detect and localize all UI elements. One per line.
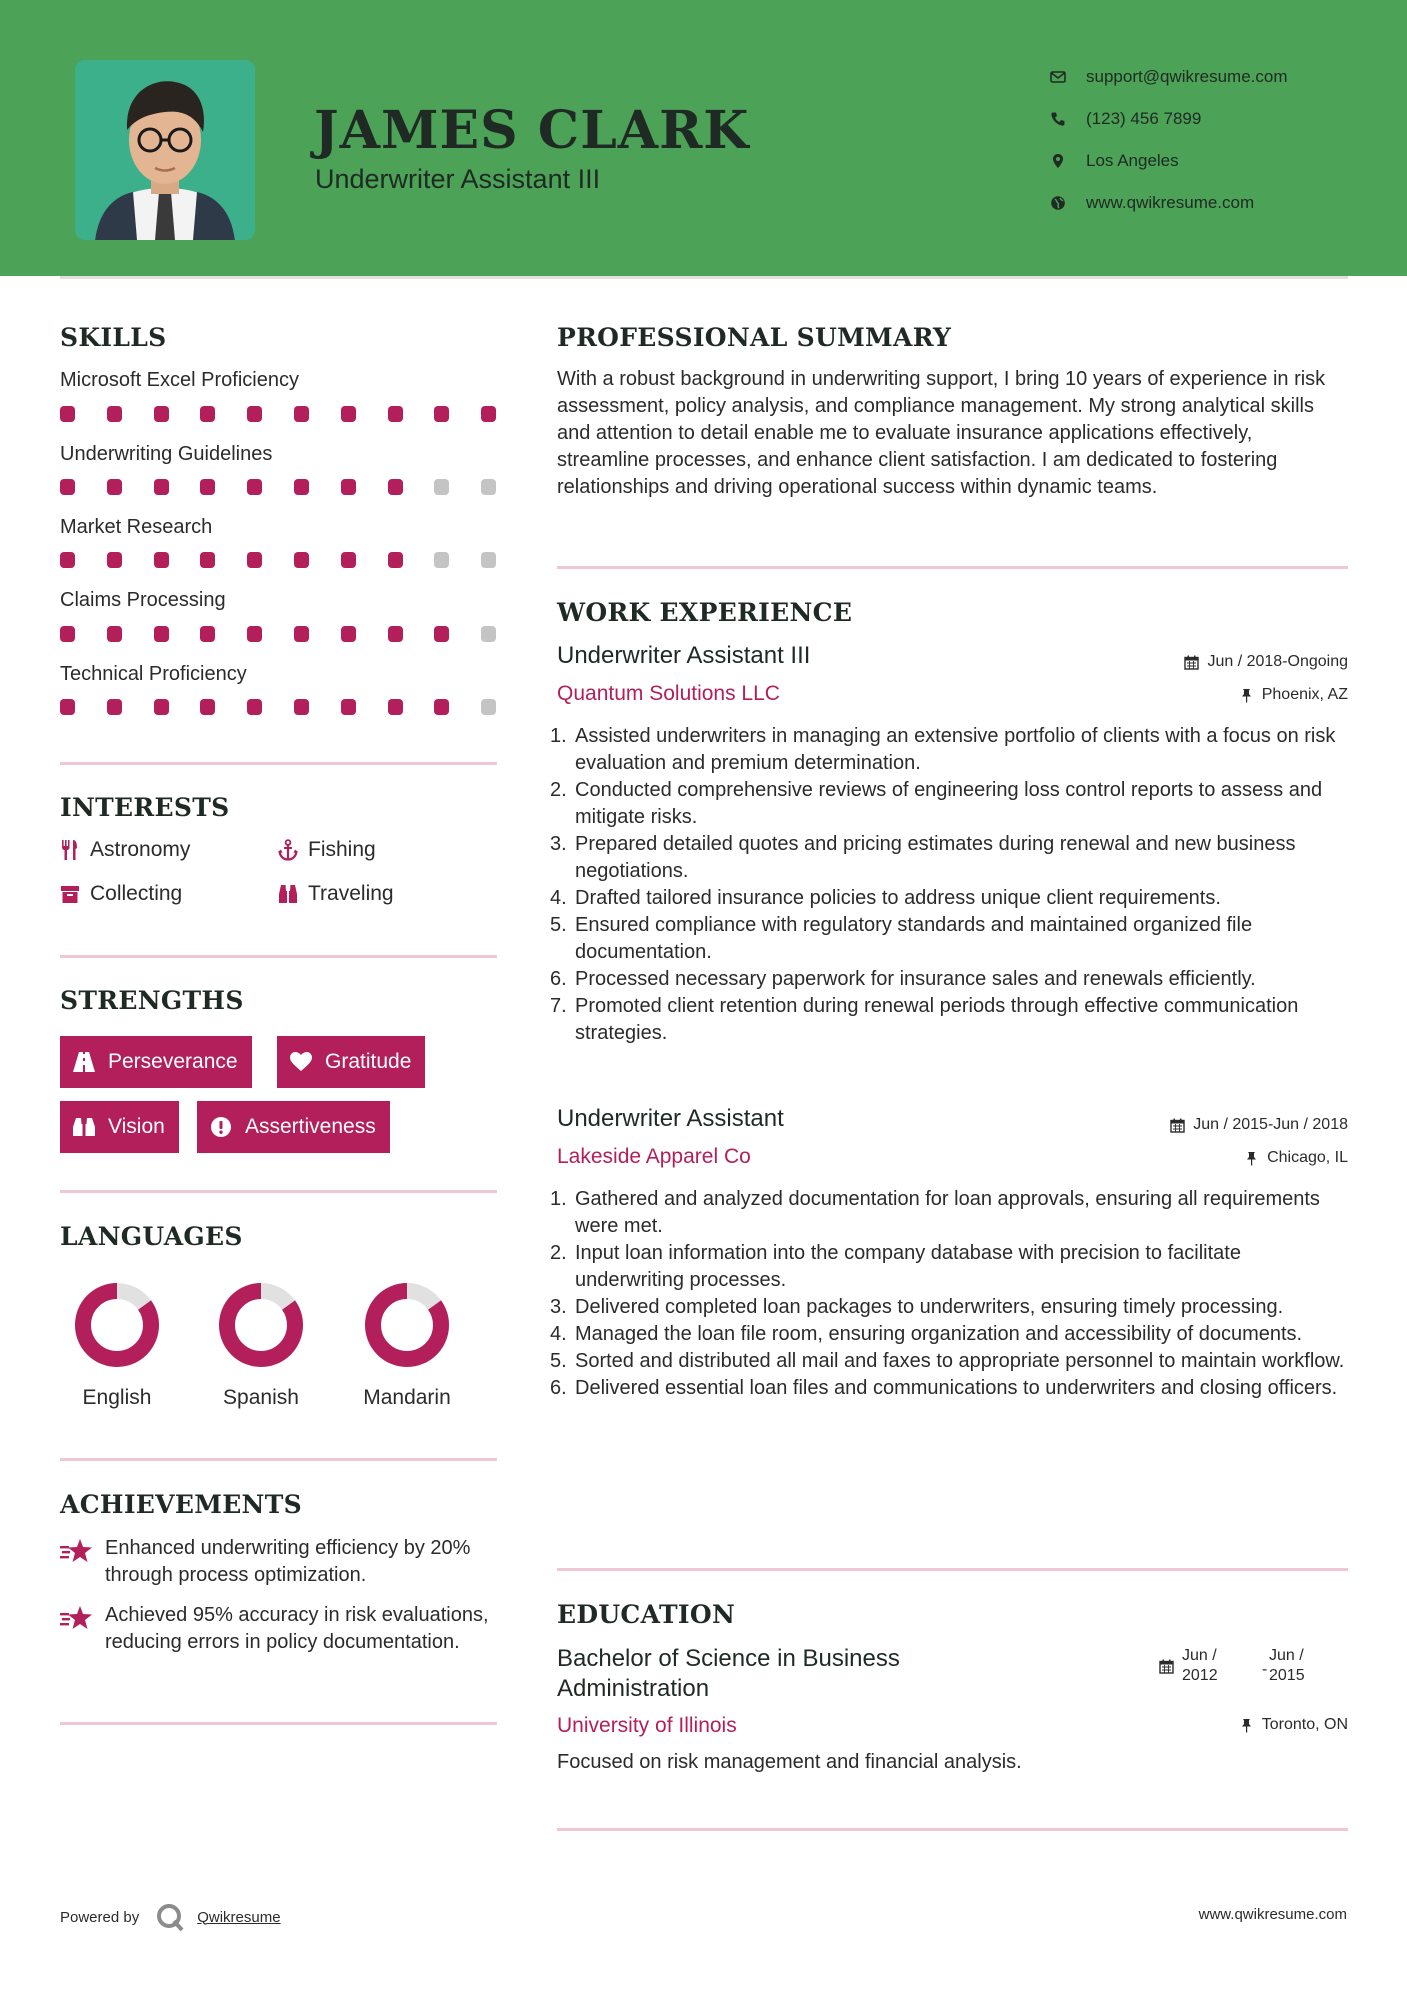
skill-dot-empty — [481, 552, 496, 568]
globe-icon — [1050, 195, 1086, 211]
strength-badge — [60, 1101, 179, 1153]
skill-dot-filled — [294, 552, 309, 568]
duty-item: 5. Sorted and distributed all mail and faxes to appropriate personnel to maintain workflow. — [550, 1350, 1345, 1372]
exclamation-icon — [209, 1116, 233, 1138]
skill-dot-filled — [200, 626, 215, 642]
contact-phone-text: (123) 456 7899 — [1086, 109, 1202, 128]
education-dates — [1159, 1647, 1348, 1691]
skill-rating — [60, 626, 497, 642]
contact-email[interactable] — [1050, 56, 1288, 98]
job-location-text: Phoenix, AZ — [1261, 686, 1348, 703]
interest-label: Traveling — [308, 882, 394, 905]
degree-line: Administration — [557, 1675, 710, 1702]
contact-website-text: www.qwikresume.com — [1086, 193, 1255, 212]
interest-label: Collecting — [90, 882, 183, 905]
skill-dot-filled — [341, 479, 356, 495]
skill-dot-filled — [247, 552, 262, 568]
achievement-item — [60, 1602, 497, 1656]
company-name: Quantum Solutions LLC — [557, 682, 780, 705]
contact-location-text: Los Angeles — [1086, 151, 1179, 170]
skill-dot-filled — [60, 406, 75, 422]
job-location — [1244, 1149, 1348, 1167]
skill-dot-empty — [434, 479, 449, 495]
qwikresume-logo-icon — [155, 1902, 185, 1932]
skill-dot-empty — [434, 552, 449, 568]
skill-name: Microsoft Excel Proficiency — [60, 369, 299, 391]
edu-date-dash: - — [1262, 1661, 1268, 1678]
skill-dot-filled — [247, 699, 262, 715]
skill-dot-filled — [154, 626, 169, 642]
skill-dot-filled — [107, 479, 122, 495]
education-heading: EDUCATION — [557, 1600, 736, 1629]
job-date — [1184, 653, 1348, 671]
duty-item: 1. Gathered and analyzed documentation for loan approvals, ensuring all requirements were met. — [550, 1188, 1320, 1237]
skill-dot-filled — [247, 406, 262, 422]
resume-header — [0, 0, 1407, 276]
binoculars-icon — [278, 883, 298, 905]
skill-dot-filled — [200, 699, 215, 715]
anchor-icon — [278, 839, 298, 861]
experience-heading: WORK EXPERIENCE — [557, 598, 853, 627]
education-location — [1239, 1716, 1348, 1734]
section-divider — [60, 1722, 497, 1725]
skill-name: Market Research — [60, 516, 213, 538]
candidate-role: Underwriter Assistant III — [315, 164, 601, 194]
skill-dot-filled — [154, 479, 169, 495]
company-name: Lakeside Apparel Co — [557, 1145, 751, 1168]
language-ring — [216, 1280, 306, 1370]
section-divider — [557, 1568, 1348, 1571]
skill-dot-filled — [154, 552, 169, 568]
achievements-heading: ACHIEVEMENTS — [60, 1490, 302, 1519]
duty-item: 4. Drafted tailored insurance policies to address unique client requirements. — [550, 887, 1221, 909]
duty-item: 2. Conducted comprehensive reviews of engineering loss control reports to assess and mitigate risks. — [550, 779, 1323, 828]
edu-end-year: 2015 — [1269, 1667, 1305, 1684]
job-title: Underwriter Assistant III — [557, 642, 811, 669]
duty-item: 3. Prepared detailed quotes and pricing estimates during renewal and new business negotiations. — [550, 833, 1296, 882]
cutlery-icon — [60, 839, 80, 861]
skill-rating — [60, 552, 497, 568]
section-divider — [60, 1458, 497, 1461]
section-divider — [60, 1190, 497, 1193]
skill-dot-filled — [294, 699, 309, 715]
duty-item: 7. Promoted client retention during renewal periods through effective communication strategies. — [550, 995, 1299, 1044]
job-duties — [550, 723, 1348, 1047]
languages-heading: LANGUAGES — [60, 1222, 243, 1251]
job-location-text: Chicago, IL — [1267, 1149, 1348, 1166]
strength-label: Gratitude — [325, 1050, 412, 1073]
skill-dot-filled — [294, 626, 309, 642]
contact-list — [1050, 56, 1288, 224]
skill-dot-filled — [294, 406, 309, 422]
road-icon — [72, 1051, 96, 1073]
contact-phone[interactable] — [1050, 98, 1288, 140]
calendar-icon — [1184, 655, 1199, 670]
interest-item — [60, 838, 190, 862]
envelope-icon — [1050, 69, 1086, 85]
duty-item: 6. Delivered essential loan files and communications to underwriters and closing officers. — [550, 1377, 1338, 1399]
job-title: Underwriter Assistant — [557, 1105, 784, 1132]
achievement-text: Enhanced underwriting efficiency by 20% through process optimization. — [105, 1537, 471, 1586]
language-item — [352, 1280, 462, 1410]
summary-heading: PROFESSIONAL SUMMARY — [557, 323, 952, 352]
language-ring — [72, 1280, 162, 1370]
powered-by-label: Powered by — [60, 1908, 140, 1926]
strength-label: Vision — [108, 1115, 165, 1138]
skill-rating — [60, 699, 497, 715]
skill-dot-filled — [200, 552, 215, 568]
strength-badge — [197, 1101, 390, 1153]
interest-item — [278, 838, 376, 862]
binoculars-icon — [72, 1116, 96, 1138]
job-date-text: Jun / 2015-Jun / 2018 — [1193, 1116, 1348, 1133]
skill-name: Technical Proficiency — [60, 663, 247, 685]
skill-dot-filled — [200, 479, 215, 495]
footer-branding — [60, 1902, 281, 1932]
contact-location — [1050, 140, 1288, 182]
skill-dot-empty — [481, 479, 496, 495]
summary-text: With a robust background in underwriting support, I bring 10 years of experience in risk assessment, policy analysis, and compliance management. My strong analytical skills and attention to detail enable me to evaluate insurance applications effectively, streamline processes, and enhance client satisfaction. I am dedicated to fostering relationships and driving operational success within dynamic teams. — [557, 368, 1326, 498]
header-divider — [60, 276, 1348, 279]
achievement-text: Achieved 95% accuracy in risk evaluations, reducing errors in policy documentation. — [105, 1604, 489, 1653]
star-icon — [60, 1537, 94, 1565]
skill-dot-empty — [481, 699, 496, 715]
skill-dot-filled — [341, 552, 356, 568]
strength-label: Assertiveness — [245, 1115, 376, 1138]
profile-photo — [75, 60, 255, 240]
skill-dot-filled — [60, 479, 75, 495]
job-date-text: Jun / 2018-Ongoing — [1207, 653, 1348, 670]
edu-end-month: Jun / — [1269, 1647, 1304, 1664]
star-icon — [60, 1604, 94, 1632]
skill-dot-filled — [388, 552, 403, 568]
section-divider — [557, 566, 1348, 569]
footer-url[interactable]: www.qwikresume.com — [1198, 1906, 1347, 1923]
skill-rating — [60, 479, 497, 495]
heart-icon — [289, 1051, 313, 1073]
achievement-item — [60, 1535, 497, 1589]
duty-item: 1. Assisted underwriters in managing an extensive portfolio of clients with a focus on risk evaluation and premium determination. — [550, 725, 1336, 774]
job-duties — [550, 1186, 1348, 1402]
section-divider — [60, 955, 497, 958]
section-divider — [60, 762, 497, 765]
skill-dot-empty — [481, 626, 496, 642]
archive-icon — [60, 883, 80, 905]
skill-dot-filled — [294, 479, 309, 495]
skill-dot-filled — [107, 699, 122, 715]
edu-start-month: Jun / — [1182, 1647, 1217, 1664]
skill-dot-filled — [107, 626, 122, 642]
pushpin-icon — [1239, 1718, 1254, 1733]
edu-start-year: 2012 — [1182, 1667, 1218, 1684]
skill-dot-filled — [434, 406, 449, 422]
skill-dot-filled — [247, 626, 262, 642]
brand-link[interactable]: Qwikresume — [197, 1908, 281, 1926]
skill-dot-filled — [341, 699, 356, 715]
skill-name: Claims Processing — [60, 589, 226, 611]
skill-dot-filled — [388, 699, 403, 715]
interest-item — [60, 882, 182, 906]
skill-dot-filled — [388, 626, 403, 642]
skill-rating — [60, 406, 497, 422]
skill-dot-filled — [154, 699, 169, 715]
interests-heading: INTERESTS — [60, 793, 230, 822]
language-item — [62, 1280, 172, 1410]
language-item — [206, 1280, 316, 1410]
skill-dot-filled — [154, 406, 169, 422]
skill-dot-filled — [60, 626, 75, 642]
skill-dot-filled — [341, 626, 356, 642]
skill-dot-filled — [107, 552, 122, 568]
phone-icon — [1050, 111, 1086, 127]
skill-dot-filled — [107, 406, 122, 422]
language-label: English — [82, 1386, 152, 1409]
job-date — [1170, 1116, 1348, 1134]
interest-label: Fishing — [308, 838, 376, 861]
calendar-icon — [1170, 1118, 1185, 1133]
interest-item — [278, 882, 394, 906]
language-label: Spanish — [223, 1386, 299, 1409]
skill-name: Underwriting Guidelines — [60, 443, 273, 465]
strengths-heading: STRENGTHS — [60, 986, 244, 1015]
skill-dot-filled — [60, 552, 75, 568]
duty-item: 4. Managed the loan file room, ensuring organization and accessibility of documents. — [550, 1323, 1303, 1345]
contact-website[interactable] — [1050, 182, 1288, 224]
job-location — [1239, 686, 1348, 704]
school-name: University of Illinois — [557, 1714, 737, 1737]
candidate-name: JAMES CLARK — [314, 100, 750, 161]
duty-item: 5. Ensured compliance with regulatory standards and maintained organized file documentation. — [550, 914, 1253, 963]
map-pin-icon — [1050, 153, 1086, 169]
skills-heading: SKILLS — [60, 323, 167, 352]
skill-dot-filled — [481, 406, 496, 422]
skill-dot-filled — [200, 406, 215, 422]
pushpin-icon — [1244, 1151, 1259, 1166]
duty-item: 2. Input loan information into the company database with precision to facilitate underwriting processes. — [550, 1242, 1241, 1291]
skill-dot-filled — [247, 479, 262, 495]
education-description: Focused on risk management and financial analysis. — [557, 1751, 1022, 1773]
skill-dot-filled — [60, 699, 75, 715]
strength-badge — [60, 1036, 252, 1088]
pushpin-icon — [1239, 688, 1254, 703]
education-location-text: Toronto, ON — [1261, 1716, 1348, 1733]
skill-dot-filled — [341, 406, 356, 422]
section-divider — [557, 1828, 1348, 1831]
contact-email-text: support@qwikresume.com — [1086, 67, 1288, 86]
duty-item: 3. Delivered completed loan packages to underwriters, ensuring timely processing. — [550, 1296, 1284, 1318]
skill-dot-filled — [434, 699, 449, 715]
strength-label: Perseverance — [108, 1050, 238, 1073]
strength-badge — [277, 1036, 425, 1088]
language-label: Mandarin — [363, 1386, 451, 1409]
language-ring — [362, 1280, 452, 1370]
skill-dot-filled — [388, 406, 403, 422]
skill-dot-filled — [434, 626, 449, 642]
calendar-icon — [1159, 1659, 1174, 1674]
degree-line: Bachelor of Science in Business — [557, 1645, 900, 1672]
skill-dot-filled — [388, 479, 403, 495]
duty-item: 6. Processed necessary paperwork for insurance sales and renewals efficiently. — [550, 968, 1256, 990]
interest-label: Astronomy — [90, 838, 191, 861]
